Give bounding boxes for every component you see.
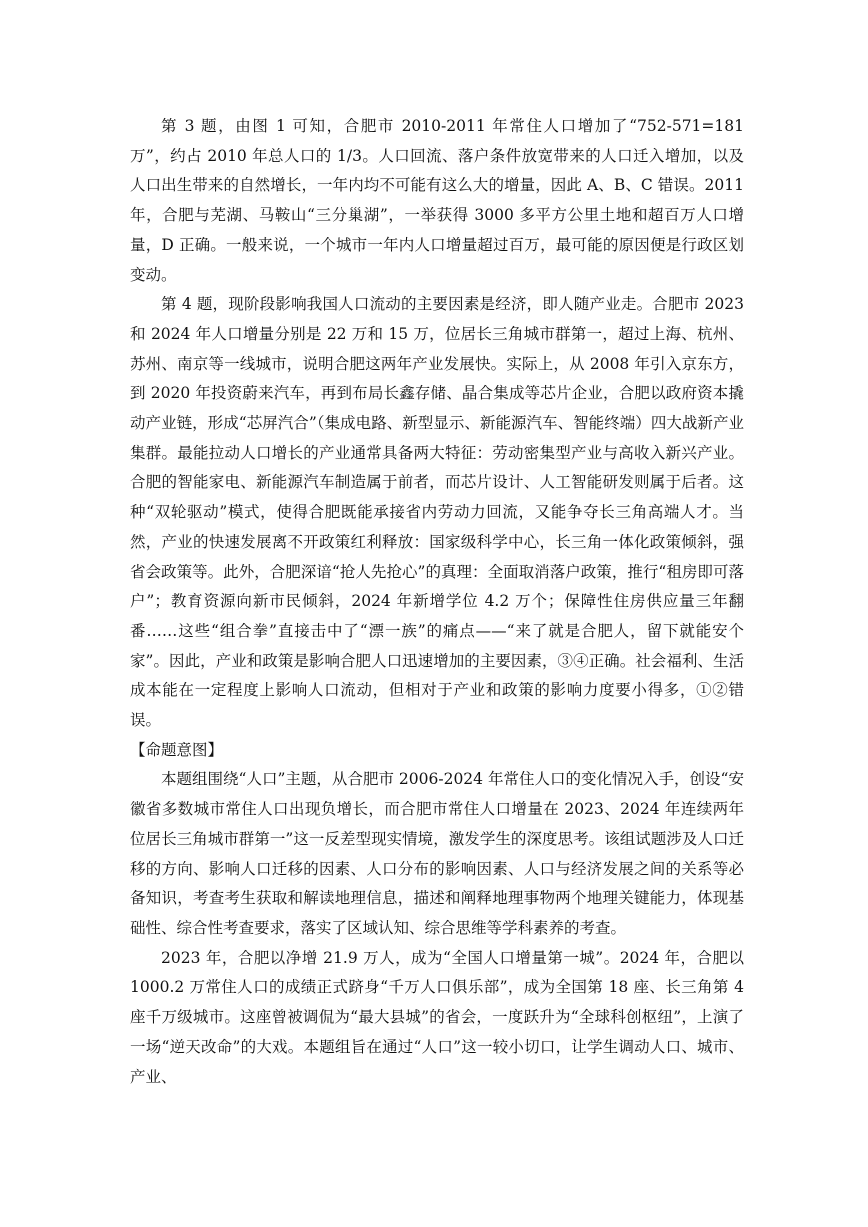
paragraph-question-3-analysis: 第 3 题，由图 1 可知，合肥市 2010-2011 年常住人口增加了“752-571=181 万”，约占 2010 年总人口的 1/3。人口回流、落户条件放宽带来的人口迁入增加，以及人口出生带来的自然增长，一年内均不可能有这么大的增量，因此 A、B、C 错误。2011 年，合肥与芜湖、马鞍山“三分巢湖”，一举获得 3000 多平方公里土地和超百万人口增量，D 正确。一般来说，一个城市一年内人口增量超过百万，最可能的原因便是行政区划变动。	[130, 117, 744, 284]
paragraph-intent: 本题组围绕“人口”主题，从合肥市 2006-2024 年常住人口的变化情况入手，创设“安徽省多数城市常住人口出现负增长，而合肥市常住人口增量在 2023、2024 年连续两年位居长三角城市群第一”这一反差型现实情境，激发学生的深度思考。该组试题涉及人口迁移的方向、影响人口迁移的因素、人口分布的影响因素、人口与经济发展之间的关系等必备知识，考查考生获取和解读地理信息，描述和阐释地理事物两个地理关键能力，体现基础性、综合性考查要求，落实了区域认知、综合思维等学科素养的考查。	[130, 770, 744, 937]
paragraph-question-4-analysis: 第 4 题，现阶段影响我国人口流动的主要因素是经济，即人随产业走。合肥市 2023 和 2024 年人口增量分别是 22 万和 15 万，位居长三角城市群第一，超过上海、杭州、苏州、南京等一线城市，说明合肥这两年产业发展快。实际上，从 2008 年引入京东方，到 2020 年投资蔚来汽车，再到布局长鑫存储、晶合集成等芯片企业，合肥以政府资本撬动产业链，形成“芯屏汽合”（集成电路、新型显示、新能源汽车、智能终端）四大战新产业集群。最能拉动人口增长的产业通常具备两大特征：劳动密集型产业与高收入新兴产业。合肥的智能家电、新能源汽车制造属于前者，而芯片设计、人工智能研发则属于后者。这种“双轮驱动”模式，使得合肥既能承接省内劳动力回流，又能争夺长三角高端人才。当然，产业的快速发展离不开政策红利释放：国家级科学中心，长三角一体化政策倾斜，强省会政策等。此外，合肥深谙“抢人先抢心”的真理：全面取消落户政策，推行“租房即可落户”；教育资源向新市民倾斜，2024 年新增学位 4.2 万个；保障性住房供应量三年翻番……这些“组合拳”直接击中了“漂一族”的痛点——“来了就是合肥人，留下就能安个家”。因此，产业和政策是影响合肥人口迅速增加的主要因素，③④正确。社会福利、生活成本能在一定程度上影响人口流动，但相对于产业和政策的影响力度要小得多，①②错误。	[130, 295, 744, 730]
section-heading-intent: 【命题意图】	[130, 740, 224, 759]
paragraph-background: 2023 年，合肥以净增 21.9 万人，成为“全国人口增量第一城”。2024 年，合肥以 1000.2 万常住人口的成绩正式跻身“千万人口俱乐部”，成为全国第 18 座、长三角第 4 座千万级城市。这座曾被调侃为“最大县城”的省会，一度跃升为“全球科创枢纽”，上演了一场“逆天改命”的大戏。本题组旨在通过“人口”这一较小切口，让学生调动人口、城市、产业、	[130, 948, 744, 1086]
document-body	[130, 112, 744, 1092]
